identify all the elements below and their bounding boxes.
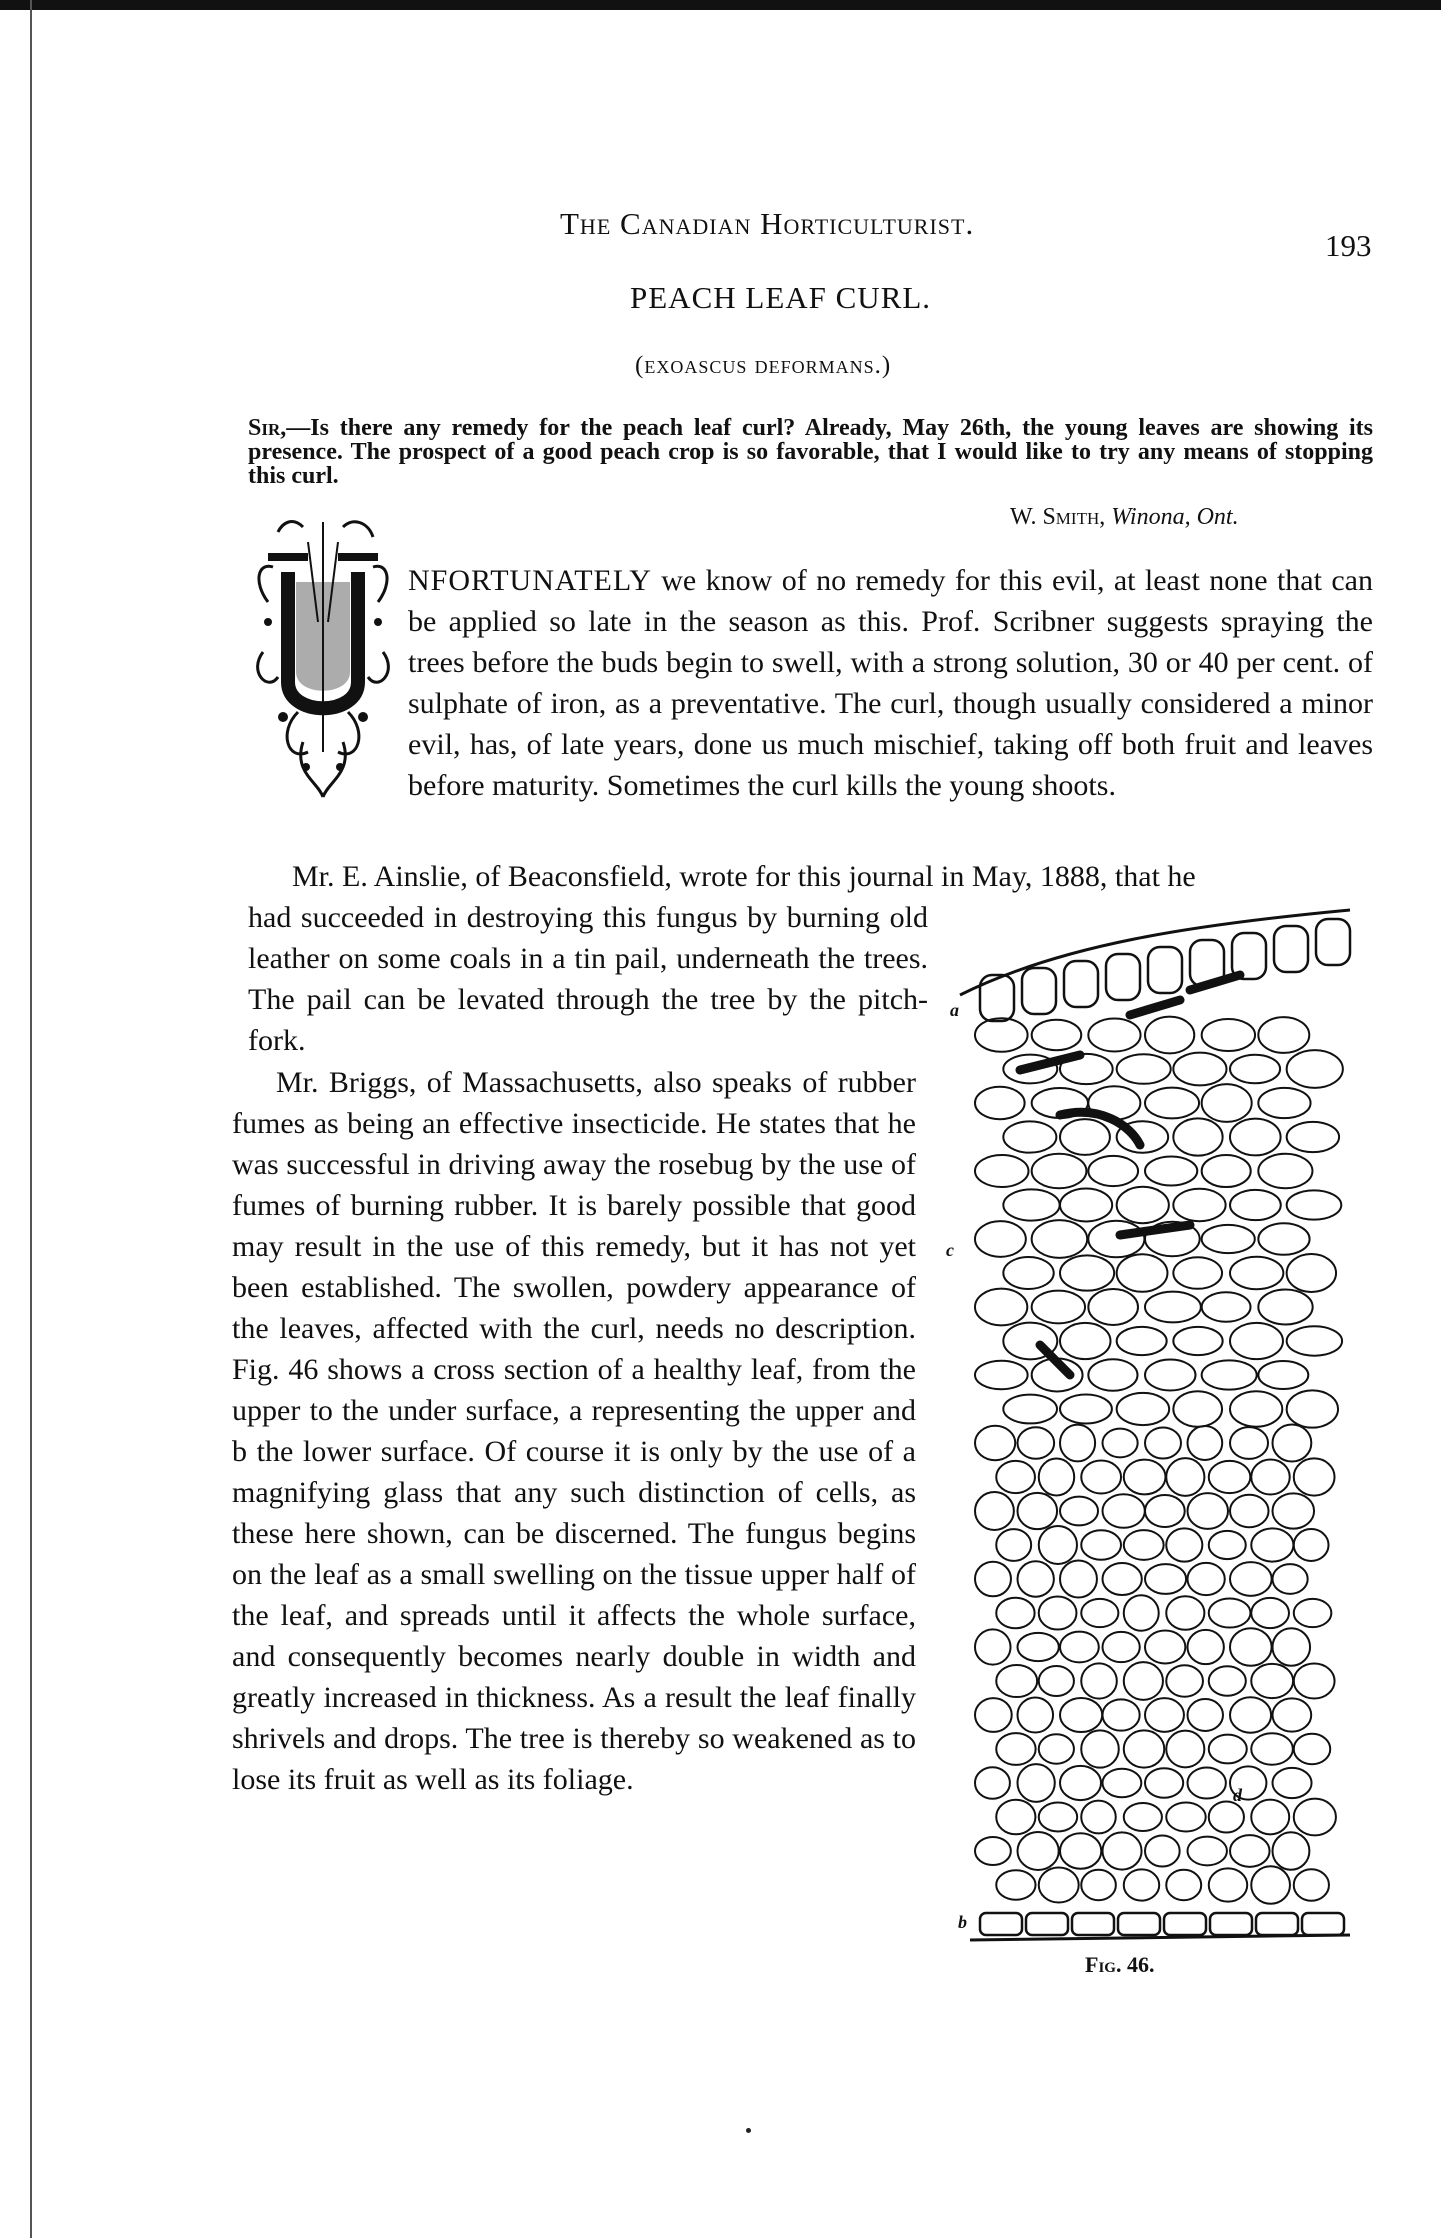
page-number: 193	[1325, 228, 1372, 263]
article-title: PEACH LEAF CURL.	[630, 280, 932, 315]
signature-name: W. Smith,	[1010, 504, 1106, 530]
figure-caption: Fig. 46.	[1085, 1952, 1155, 1977]
reply-paragraph-1	[248, 560, 1373, 806]
reply-paragraph-2-first-line: Mr. E. Ainslie, of Beaconsfield, wrote for this journal in May, 1888, that he	[292, 860, 1196, 893]
leaf-cross-section-figure	[940, 905, 1370, 1945]
letter-salutation: Sir,	[248, 415, 287, 441]
reply-paragraph-2-rest: had succeeded in destroying this fungus by burning old leather on some coals in a tin pail, underneath the trees. The pail can be levated through the tree by the pitch-fork.	[248, 901, 928, 1057]
reader-letter	[248, 416, 1373, 488]
page-top-edge	[0, 0, 1441, 10]
figure-label-b: b	[958, 1912, 967, 1932]
article-subtitle: (exoascus deformans.)	[635, 352, 892, 379]
running-title: The Canadian Horticulturist.	[560, 206, 975, 241]
reply-paragraph-1-text: we know of no remedy for this evil, at least none that can be applied so late in the season as this. Prof. Scribner suggests spraying the trees before the buds begin to swell, with a strong solution, 30 or 40 per cent. of sulphate of iron, as a preventative. The curl, though usually considered a minor evil, has, of late years, done us much mischief, taking off both fruit and leaves before maturity. Sometimes the curl kills the young shoots.	[408, 564, 1373, 802]
figure-label-c: c	[946, 1240, 954, 1260]
reply-paragraph-3: Mr. Briggs, of Massachusetts, also speaks of rubber fumes as being an effective insecticide. He states that he was successful in driving away the rosebug by the use of fumes of burning rubber. It is barely possible that good may result in the use of this remedy, but it has not yet been established. The swollen, powdery appearance of the leaves, affected with the curl, needs no description. Fig. 46 shows a cross section of a healthy leaf, from the upper to the under surface, a representing the upper and b the lower surface. Of course it is only by the use of a magnifying glass that any such distinction of cells, as these here shown, can be discerned. The fungus begins on the leaf as a small swelling on the tissue upper half of the leaf, and spreads until it affects the whole surface, and consequently becomes nearly double in width and greatly increased in thickness. As a result the leaf finally shrivels and drops. The tree is thereby so weakened as to lose its fruit as well as its foliage.	[232, 1066, 916, 1796]
figure-label-d: d	[1233, 1785, 1242, 1805]
figure-label-a: a	[950, 1000, 959, 1020]
signature-place: Winona, Ont.	[1111, 504, 1239, 530]
letter-signature	[1010, 504, 1239, 531]
reply-opening-word: NFORTUNATELY	[408, 564, 652, 597]
page-speck	[746, 2128, 751, 2133]
page-left-edge	[30, 0, 32, 2238]
letter-body: —Is there any remedy for the peach leaf curl? Already, May 26th, the young leaves are showing its presence. The prospect of a good peach crop is so favorable, that I would like to try any means of stopping this curl.	[248, 415, 1373, 489]
